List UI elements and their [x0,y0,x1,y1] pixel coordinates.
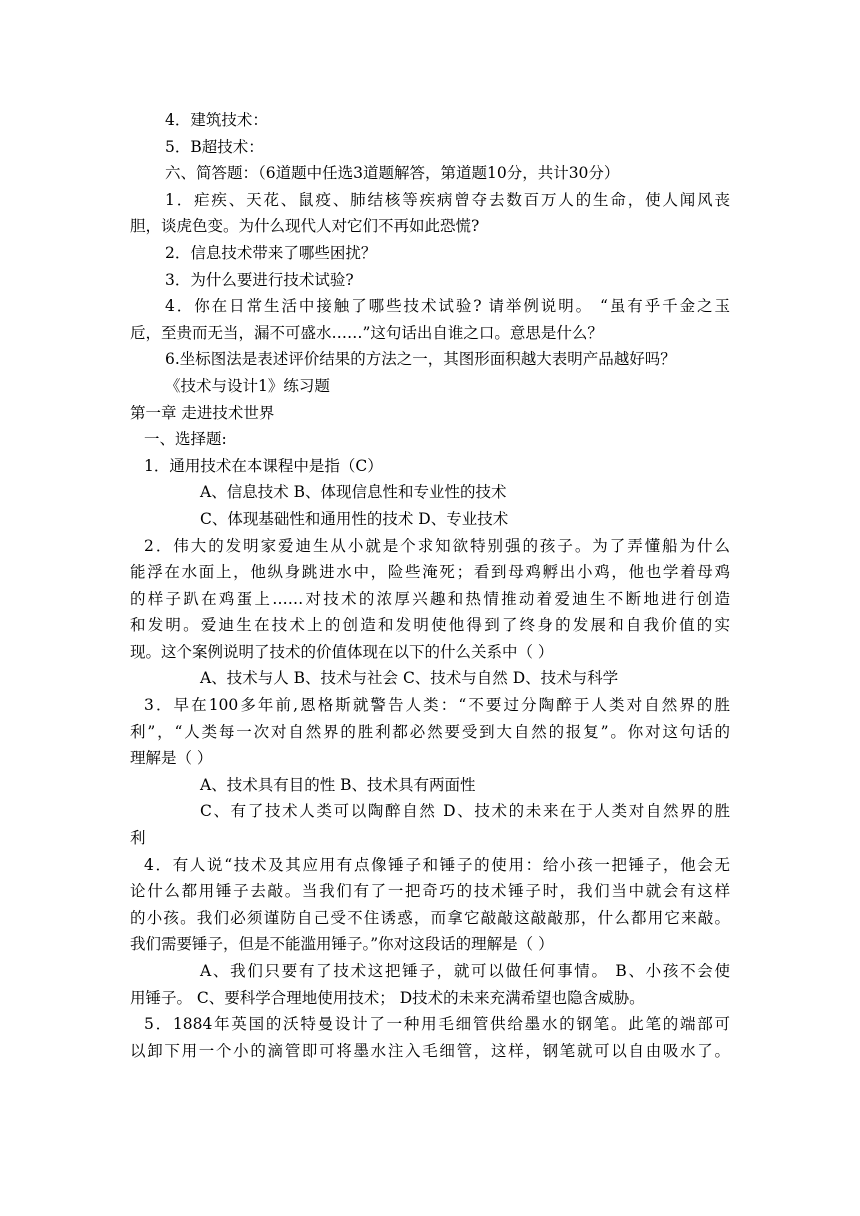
mc-question-2-line-2: 能浮在水面上，他纵身跳进水中，险些淹死；看到母鸡孵出小鸡，他也学着母鸡 [130,563,730,582]
mc-question-4-line-4: 我们需要锤子，但是不能滥用锤子。”你对这段话的理解是（ ） [130,935,554,954]
mc-question-2-line-5: 现。这个案例说明了技术的价值体现在以下的什么关系中（ ） [130,642,554,661]
mc-question-1: 1．通用技术在本课程中是指（C） [144,456,383,475]
mc-question-3-line-3: 理解是（ ） [130,749,213,768]
document-body [130,107,730,1064]
mc-question-4-options-line-1: A、我们只要有了技术这把锤子，就可以做任何事情。 B、小孩不会使 [200,962,730,980]
mc-question-1-options-a-b: A、信息技术 B、体现信息性和专业性的技术 [200,483,507,502]
mc-question-3-options-a-b: A、技术具有目的性 B、技术具有两面性 [200,775,476,794]
mc-question-5-line-2: 以卸下用一个小的滴管即可将墨水注入毛细管，这样，钢笔就可以自由吸水了。 [130,1041,730,1060]
question-4-line-2: 卮，至贵而无当，漏不可盛水……”这句话出自谁之口。意思是什么？ [130,323,603,342]
mc-question-3-line-1: 3．早在100多年前,恩格斯就警告人类：“不要过分陶醉于人类对自然界的胜 [144,696,730,715]
question-3: 3．为什么要进行技术试验? [165,270,354,289]
mc-question-4-line-2: 论什么都用锤子去敲。当我们有了一把奇巧的技术锤子时，我们当中就会有这样 [130,882,730,901]
answer-line-b-ultrasound: 5．B超技术： [165,137,264,156]
mc-question-3-options-wrap: 利 [130,829,146,848]
mc-question-2-line-1: 2．伟大的发明家爱迪生从小就是个求知欲特别强的孩子。为了弄懂船为什么 [144,536,730,555]
question-1-line-1: 1．疟疾、天花、鼠疫、肺结核等疾病曾夺去数百万人的生命，使人闻风丧 [165,190,730,209]
mc-question-5-line-1: 5．1884年英国的沃特曼设计了一种用毛细管供给墨水的钢笔。此笔的端部可 [144,1015,730,1034]
question-2: 2．信息技术带来了哪些困扰？ [165,243,377,262]
chapter-heading: 第一章 走进技术世界 [130,403,275,422]
question-6: 6.坐标图法是表述评价结果的方法之一，其图形面积越大表明产品越好吗？ [165,350,676,369]
section-heading-short-answer: 六、简答题：（6道题中任选3道题解答，第道题10分，共计30分） [165,164,620,183]
mc-question-3-line-2: 利”，“人类每一次对自然界的胜利都必然要受到大自然的报复”。你对这句话的 [130,722,730,741]
mc-question-1-options-c-d: C、体现基础性和通用性的技术 D、专业技术 [200,509,509,528]
exercise-title: 《技术与设计1》练习题 [165,376,330,395]
mc-question-4-options-line-2: 用锤子。 C、要科学合理地使用技术； D技术的未来充满希望也隐含威胁。 [130,988,645,1007]
mc-question-3-options-c-d: C、有了技术人类可以陶醉自然 D、技术的未来在于人类对自然界的胜 [200,802,730,821]
section-heading-multiple-choice: 一、选择题: [144,430,227,449]
mc-question-2-line-3: 的样子趴在鸡蛋上……对技术的浓厚兴趣和热情推动着爱迪生不断地进行创造 [130,589,730,608]
mc-question-2-line-4: 和发明。爱迪生在技术上的创造和发明使他得到了终身的发展和自我价值的实 [130,616,730,635]
mc-question-4-line-1: 4．有人说“技术及其应用有点像锤子和锤子的使用：给小孩一把锤子，他会无 [144,855,730,874]
mc-question-4-line-3: 的小孩。我们必须谨防自己受不住诱惑，而拿它敲敲这敲敲那，什么都用它来敲。 [130,908,730,927]
question-4-line-1: 4．你在日常生活中接触了哪些技术试验? 请举例说明。 “虽有乎千金之玉 [165,297,730,316]
question-1-line-2: 胆，谈虎色变。为什么现代人对它们不再如此恐慌? [130,217,480,236]
mc-question-2-options: A、技术与人 B、技术与社会 C、技术与自然 D、技术与科学 [200,669,619,688]
answer-line-architecture: 4．建筑技术： [165,111,268,129]
